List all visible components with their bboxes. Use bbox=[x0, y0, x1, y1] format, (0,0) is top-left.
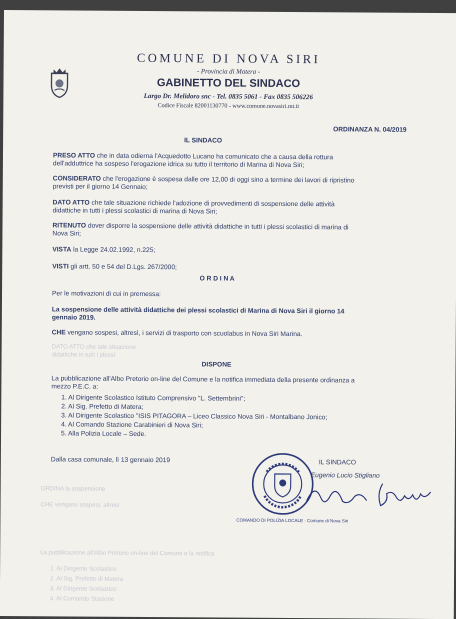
order-number: ORDINANZA N. 04/2019 bbox=[333, 126, 407, 134]
preso-atto-paragraph: PRESO ATTO che in data odierna l'Acquedotto Lucano ha comunicato che a causa della rottura dell'adduttrice ha sospeso l'erogazione idrica su tutto il territorio di Marina di Nova Siri; bbox=[52, 152, 334, 170]
publication-paragraph: La pubblicazione all'Albo Pretorio on-line del Comune e la notifica immediata della presente ordinanza a mezzo P.E.C. a: bbox=[51, 375, 355, 391]
dispone-heading: DISPONE bbox=[201, 361, 232, 369]
ritenuto-paragraph: RITENUTO dover disporre la sospensione delle attività didattiche in tutti i plessi scolastici di marina di Nova Siri; bbox=[52, 222, 349, 238]
document-page: COMUNE DI NOVA SIRI - Provincia di Matera - GABINETTO DEL SINDACO Largo Dr. Melidoro snc - Tel. 0835 5061 - Fax 0835 506226 Codice Fiscale 82001130770 - www.comune.novasiri.mt.it ORDINANZA N. 04/2019 IL SINDACO PRESO ATTO che in data odierna l'Acquedotto Lucano ha comunicato che a causa della rottura dell'adduttrice ha sospeso l'erogazione idrica su tutto il territorio di Marina di Nova Siri; CONSIDERATO che l'erogazione è sospesa dalle ore 12,00 di oggi sino a termine dei lavori di ripristino previsti per il giorno 14 Gennaio; DATO ATTO che tale situazione richiede l'adozione di provvedimenti di sospensione delle attività didattiche in tutti i plessi scolastici di marina di Nova Siri; RITENUTO dover disporre la sospensione delle attività didattiche in tutti i plessi scolastici di marina di Nova Siri; VISTA la Legge 24.02.1992, n.225; VISTI gli artt. 50 e 54 del D.Lgs. 267/2000; O R D I N A Per le motivazioni di cui in premessa: La sospensione delle attività didattiche dei plessi scolastici di Marina di Nova Siri il giorno 14 gennaio 2019. CHE vengano sospesi, altresì, i servizi di trasporto con scuolabus in Nova Siri Marina. DISPONE La pubblicazione all'Albo Pretorio on-line del Comune e la notifica immediata della presente ordinanza a mezzo P.E.C. a: 1. Al Dirigente Scolastico Istituto Comprensivo "L. Settembrini"; 2. Al Sig. Prefetto di Matera; 3. Al Dirigente Scolastico "ISIS PITAGORA – Liceo Classico Nova Siri - Montalbano Jonico; 4. Al Comando Stazione Carabinieri di Nova Siri; 5. Alla Polizia Locale – Sede. Dalla casa comunale, lì 13 gennaio 2019 COMANDO DI POLIZIA LOCALE · Comune di Nova Siri IL SINDACO Eugenio Lucio Stigliano DATO ATTO che tale situazione didattiche in tutti i plessi ORDINA la sospensione CHE vengano sospesi, altresì La pubblicazione all'Albo Pretorio on-line del Comune e la notifica 1. Al Dirigente Scolastico 2. Al Sig. Prefetto di Matera 3. Al Dirigente Scolastico 4. Al Comando Stazione bbox=[0, 10, 456, 619]
transport-line: CHE vengano sospesi, altresì, i servizi di trasporto con scuolabus in Nova Siri Marina. bbox=[51, 329, 303, 339]
signature-title: IL SINDACO bbox=[318, 459, 357, 467]
fiscal-line: Codice Fiscale 82001130770 - www.comune.novasiri.mt.it bbox=[157, 103, 300, 111]
recipient-item: 4. Al Comando Stazione Carabinieri di Nova Siri; bbox=[61, 421, 203, 430]
coat-of-arms-logo bbox=[47, 67, 71, 99]
recipient-item: 2. Al Sig. Prefetto di Matera; bbox=[61, 403, 144, 411]
office-title: GABINETTO DEL SINDACO bbox=[156, 77, 301, 91]
mayor-title: IL SINDACO bbox=[184, 137, 223, 145]
considerato-paragraph: CONSIDERATO che l'erogazione è sospesa dalle ore 12,00 di oggi sino a termine dei lavori di ripristino previsti per il giorno 14 Gennaio; bbox=[52, 175, 355, 192]
address-line: Largo Dr. Melidoro snc - Tel. 0835 5061 - Fax 0835 506226 bbox=[143, 92, 313, 102]
date-line: Dalla casa comunale, lì 13 gennaio 2019 bbox=[50, 456, 171, 465]
signature-name: Eugenio Lucio Stigliano bbox=[310, 472, 380, 480]
dato-atto-paragraph: DATO ATTO che tale situazione richiede l'adozione di provvedimenti di sospensione delle attività didattiche in tutti i plessi scolastici di marina di Nova Siri; bbox=[52, 199, 335, 216]
vista-line: VISTA la Legge 24.02.1992, n.225; bbox=[52, 246, 156, 255]
province-line: - Provincia di Matera - bbox=[196, 68, 261, 76]
city-title: COMUNE DI NOVA SIRI bbox=[136, 50, 321, 67]
recipient-item: 1. Al Dirigente Scolastico Istituto Comprensivo "L. Settembrini"; bbox=[61, 394, 246, 403]
stamp-text: COMANDO DI POLIZIA LOCALE · Comune di Nova Siri bbox=[236, 517, 349, 524]
handwritten-signature bbox=[300, 479, 440, 514]
suspension-order: La sospensione delle attività didattiche dei plessi scolastici di Marina di Nova Siri il giorno 14 gennaio 2019. bbox=[51, 306, 345, 322]
visti-line: VISTI gli artt. 50 e 54 del D.Lgs. 267/2000; bbox=[52, 263, 177, 272]
ordina-heading: O R D I N A bbox=[199, 275, 235, 283]
recipient-item: 3. Al Dirigente Scolastico "ISIS PITAGORA – Liceo Classico Nova Siri - Montalbano Jonico; bbox=[61, 412, 328, 422]
recipient-item: 5. Alla Polizia Locale – Sede. bbox=[61, 430, 147, 439]
premise-line: Per le motivazioni di cui in premessa: bbox=[51, 290, 161, 299]
